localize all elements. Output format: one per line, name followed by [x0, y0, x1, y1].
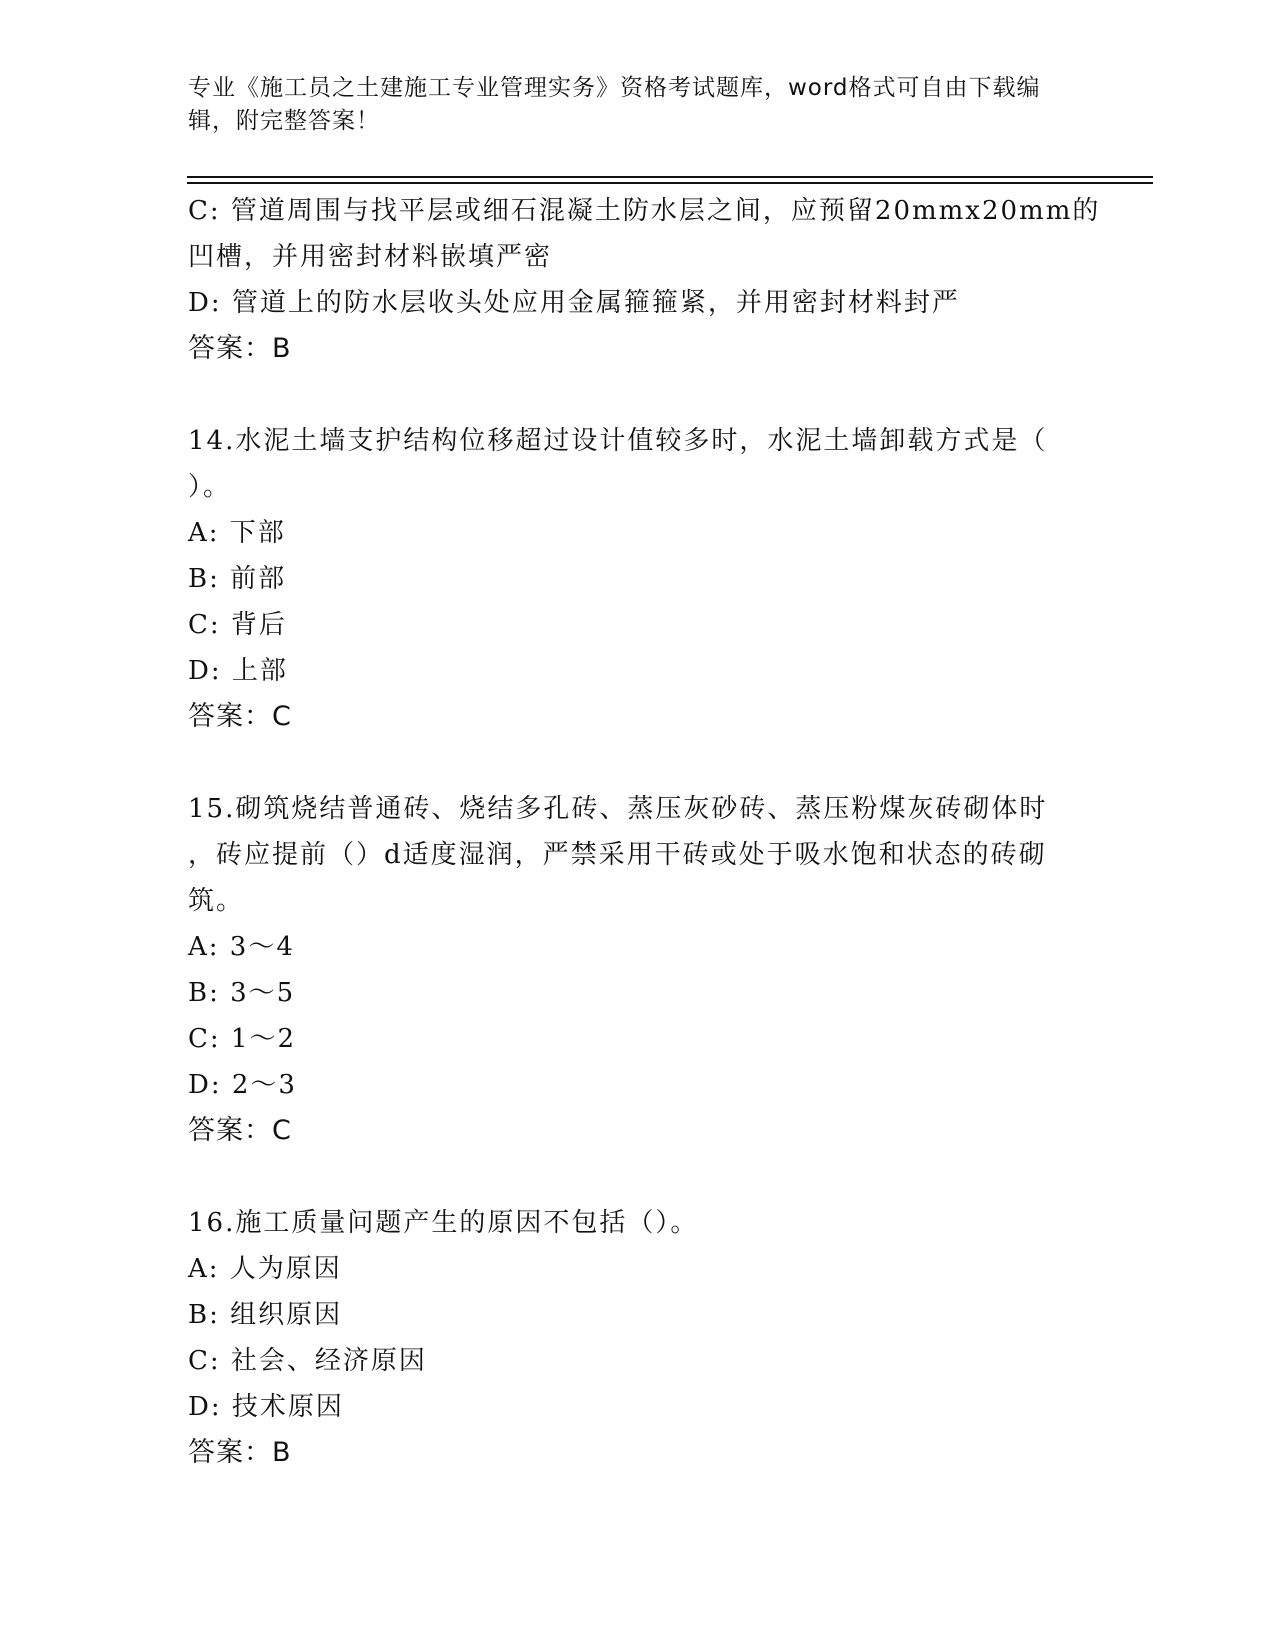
- header-rule-bottom: [187, 182, 1153, 184]
- answer: 答案：B: [188, 1437, 292, 1468]
- option-c-line-1: C: 管道周围与找平层或细石混凝土防水层之间，应预留20mmx20mm的: [188, 196, 1101, 226]
- option-b: B: 3～5: [188, 978, 296, 1008]
- question-stem-line: ）。: [188, 472, 232, 502]
- question-15: [188, 786, 1088, 1154]
- question-stem-line: 14.水泥土墙支护结构位移超过设计值较多时，水泥土墙卸载方式是（: [188, 426, 1048, 456]
- question-stem-line: ，砖应提前（）d适度湿润，严禁采用干砖或处于吸水饱和状态的砖砌: [188, 840, 1047, 870]
- option-d: D: 技术原因: [188, 1392, 344, 1422]
- spacer: [188, 372, 1088, 418]
- option-a: A: 下部: [188, 518, 286, 548]
- question-stem-line: 筑。: [188, 886, 245, 916]
- answer: 答案：C: [188, 1115, 292, 1146]
- option-c: C: 社会、经济原因: [188, 1346, 427, 1376]
- answer: 答案：C: [188, 701, 292, 732]
- option-b: B: 组织原因: [188, 1300, 343, 1330]
- option-d: D: 上部: [188, 656, 288, 686]
- option-b: B: 前部: [188, 564, 287, 594]
- question-14: [188, 418, 1088, 740]
- answer: 答案：B: [188, 333, 292, 364]
- option-c: C: 1～2: [188, 1024, 297, 1054]
- option-d: D: 管道上的防水层收头处应用金属箍箍紧，并用密封材料封严: [188, 288, 960, 318]
- option-c: C: 背后: [188, 610, 287, 640]
- spacer: [188, 1154, 1088, 1200]
- question-stem-line: 16.施工质量问题产生的原因不包括（）。: [188, 1208, 699, 1238]
- question-stem-line: 15.砌筑烧结普通砖、烧结多孔砖、蒸压灰砂砖、蒸压粉煤灰砖砌体时: [188, 794, 1048, 824]
- header-rule-top: [187, 176, 1153, 178]
- question-content: [188, 188, 1101, 1476]
- header-text-line-2: 辑，附完整答案！: [188, 108, 380, 134]
- continued-question: [188, 188, 1101, 372]
- page-header: [188, 72, 1068, 138]
- option-d: D: 2～3: [188, 1070, 297, 1100]
- option-a: A: 人为原因: [188, 1254, 342, 1284]
- option-c-line-2: 凹槽，并用密封材料嵌填严密: [188, 242, 553, 272]
- spacer: [188, 740, 1088, 786]
- option-a: A: 3～4: [188, 932, 295, 962]
- header-text-line-1: 专业《施工员之土建施工专业管理实务》资格考试题库，word格式可自由下载编: [188, 75, 1041, 101]
- question-16: [188, 1200, 1088, 1476]
